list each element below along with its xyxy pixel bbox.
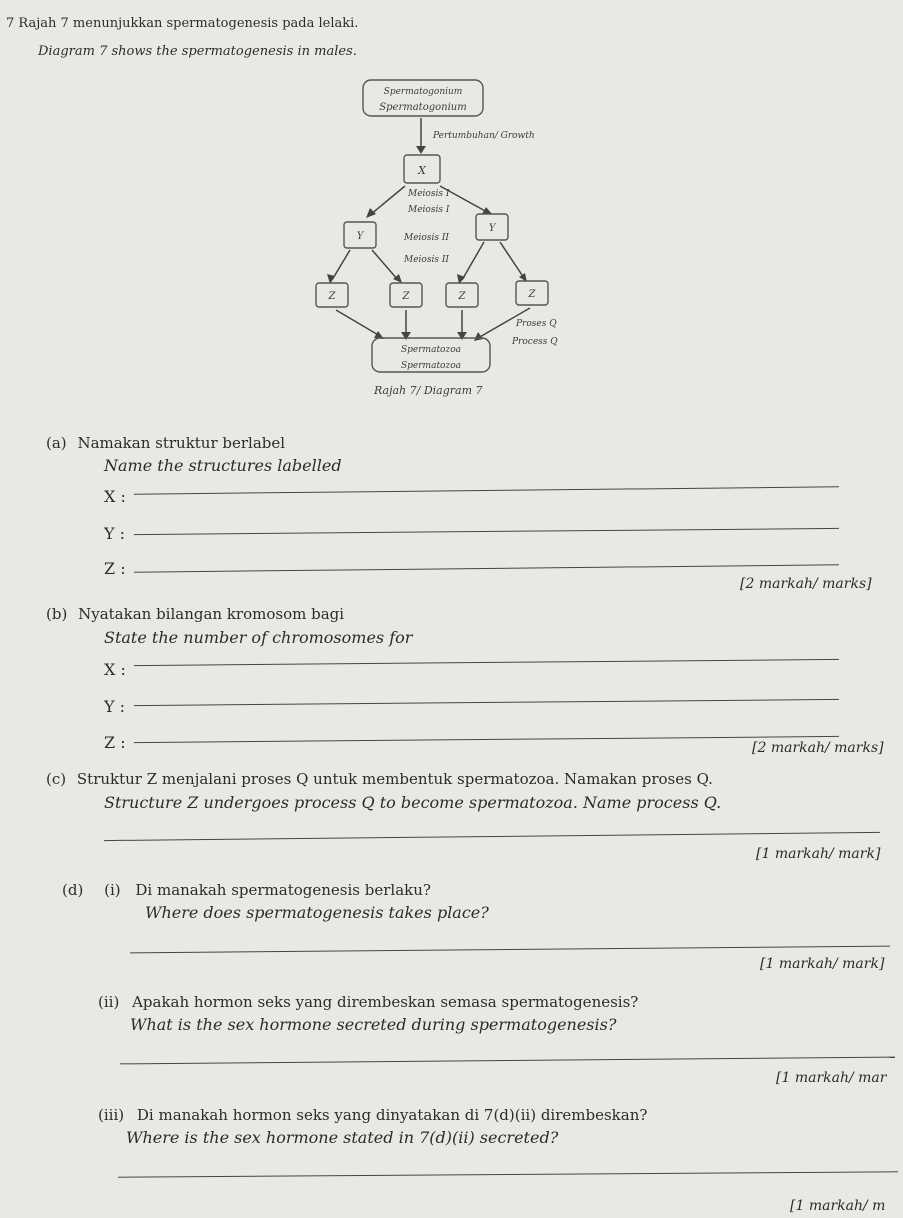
growth-label: Pertumbuhan/ Growth [433,131,535,141]
structure-z-label: Z [328,291,336,302]
part-a-z-label: Z : [104,559,126,578]
answer-line[interactable] [134,736,839,743]
part-d-ii-label: (ii) [98,993,120,1011]
bottom-box-malay: Spermatozoa [400,345,462,355]
part-b-english: State the number of chromosomes for [104,628,413,647]
structure-z-label: Z [528,289,536,300]
part-c-malay: Struktur Z menjalani proses Q untuk membentuk spermatozoa. Namakan proses Q. [76,770,713,788]
answer-line[interactable] [104,832,880,841]
question-intro-malay: 7 Rajah 7 menunjukkan spermatogenesis pada lelaki. [6,16,359,31]
top-box-english: Spermatogonium [379,102,467,113]
part-a-x-label: X : [104,487,126,506]
answer-line[interactable] [134,486,839,494]
part-d-iii-malay: Di manakah hormon seks yang dinyatakan di 7(d)(ii) dirembeskan? [136,1106,648,1124]
part-b-label: (b) [46,605,68,623]
meiosis1-malay: Meiosis I [408,189,450,199]
part-c-label: (c) [46,770,67,788]
answer-line[interactable] [134,528,839,535]
process-q-malay: Proses Q [516,319,557,329]
part-b-z-label: Z : [104,733,126,752]
structure-x-label: X [418,164,426,177]
structure-z-label: Z [458,291,466,302]
part-a-label: (a) [46,434,67,452]
part-d-label: (d) [62,881,84,899]
answer-line[interactable] [118,1171,898,1177]
part-a-malay: Namakan struktur berlabel [77,434,286,452]
part-d-i-label: (i) [104,881,121,899]
part-a-y-label: Y : [104,524,126,543]
spermatogenesis-diagram [0,0,903,420]
question-intro-english: Diagram 7 shows the spermatogenesis in males. [38,44,357,59]
part-d-ii-marks: [1 markah/ mar [776,1070,887,1086]
part-c-english: Structure Z undergoes process Q to become spermatozoa. Name process Q. [104,793,722,812]
answer-line[interactable] [134,564,839,572]
answer-line[interactable] [134,659,839,666]
top-box-malay: Spermatogonium [383,87,463,97]
meiosis1-english: Meiosis I [408,205,450,215]
part-d-i-english: Where does spermatogenesis takes place? [145,903,489,922]
part-d-iii-english: Where is the sex hormone stated in 7(d)(ii) secreted? [126,1128,559,1147]
structure-y-label: Y [488,223,496,234]
answer-line[interactable] [130,946,890,954]
part-d-i-malay: Di manakah spermatogenesis berlaku? [135,881,431,899]
meiosis2-malay: Meiosis II [404,233,449,243]
answer-line[interactable] [120,1057,895,1065]
bottom-box-english: Spermatozoa [400,361,462,371]
process-q-english: Process Q [512,337,558,347]
part-c-marks: [1 markah/ mark] [756,846,881,862]
diagram-caption: Rajah 7/ Diagram 7 [374,384,483,397]
part-d-iii-label: (iii) [98,1106,125,1124]
part-a-marks: [2 markah/ marks] [740,576,872,592]
part-b-malay: Nyatakan bilangan kromosom bagi [78,605,345,623]
part-b-y-label: Y : [104,697,126,716]
part-b-marks: [2 markah/ marks] [752,740,884,756]
part-d-ii-english: What is the sex hormone secreted during spermatogenesis? [130,1015,617,1034]
part-d-iii-marks: [1 markah/ m [790,1198,886,1214]
structure-z-label: Z [402,291,410,302]
answer-line[interactable] [134,699,839,706]
part-d-i-marks: [1 markah/ mark] [760,956,885,972]
part-b-x-label: X : [104,660,126,679]
meiosis2-english: Meiosis II [404,255,449,265]
part-d-ii-malay: Apakah hormon seks yang dirembeskan semasa spermatogenesis? [132,993,639,1011]
structure-y-label: Y [356,231,364,242]
part-a-english: Name the structures labelled [104,456,342,475]
